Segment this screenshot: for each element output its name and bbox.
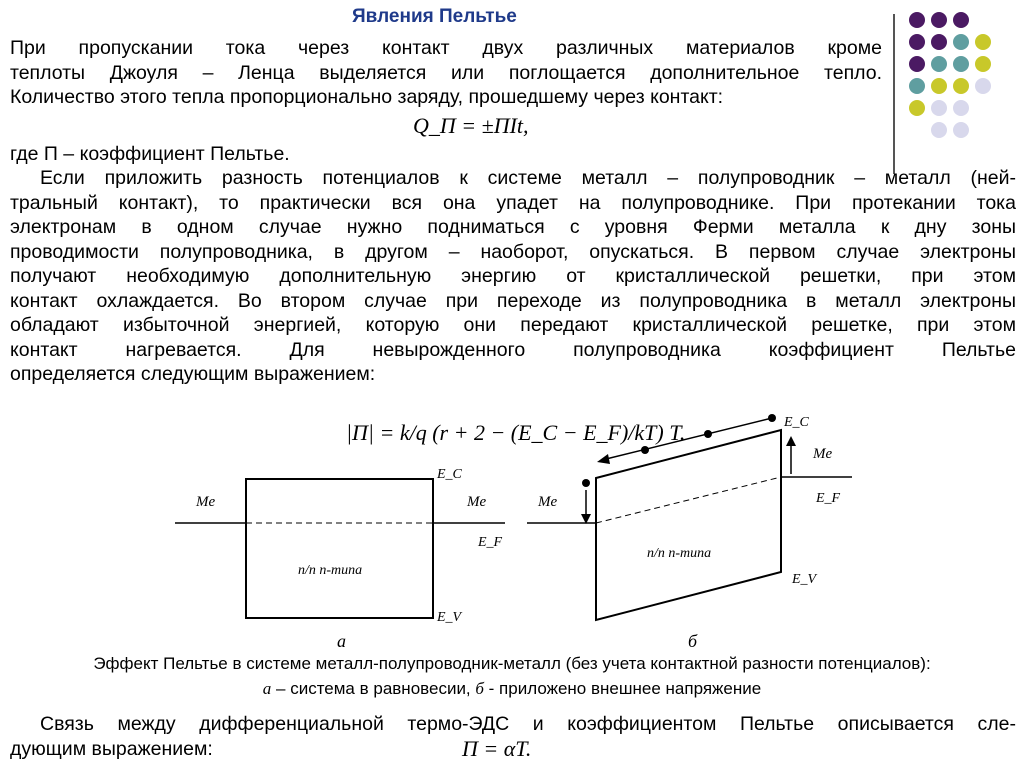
formula-heat-text: Q_П = ±ПIt, bbox=[413, 113, 529, 138]
band-diagrams bbox=[0, 400, 1024, 660]
closing-line: дующим выражением: bbox=[10, 737, 213, 760]
explanation-line: проводимости полупроводника, в другом – наоборот, опускаться. В первом случае электроны bbox=[10, 240, 1016, 263]
decorative-dot bbox=[953, 34, 969, 50]
ec-label: E_C bbox=[437, 467, 462, 482]
explanation-line: контакт нагревается. Для невырожденного полупроводника коэффициент Пельтье bbox=[10, 338, 1016, 361]
decorative-dot bbox=[975, 78, 991, 94]
figure-caption-line2 bbox=[0, 679, 1024, 699]
formula-heat bbox=[413, 113, 529, 139]
decorative-dot bbox=[931, 56, 947, 72]
decorative-dot bbox=[909, 78, 925, 94]
electron-path-arrow-head bbox=[597, 454, 610, 464]
ev-label: E_V bbox=[792, 572, 817, 587]
formula-peltier-text: |П| = k/q (r + 2 − (E_C − E_F)/kT) T. bbox=[346, 420, 686, 445]
caption-letter-b: б bbox=[475, 679, 484, 698]
me-right-label: Me bbox=[467, 494, 487, 510]
intro-line: При пропускании тока через контакт двух различных материалов кроме bbox=[10, 37, 882, 59]
explanation-line: электронам в одном случае нужно подниматься с уровня Ферми металла к дну зоны bbox=[10, 216, 1016, 238]
page-title: Явления Пельтье bbox=[352, 6, 517, 27]
decorative-dot bbox=[953, 100, 969, 116]
decorative-dot bbox=[931, 122, 947, 138]
me-left-label: Me bbox=[538, 494, 558, 510]
decorative-dot bbox=[909, 12, 925, 28]
explanation-line: обладают избыточной энергией, которую они передают кристаллической решетке, при этом bbox=[10, 314, 1016, 336]
ef-label: E_F bbox=[478, 535, 503, 550]
semiconductor-type-label: n/n n-типа bbox=[298, 563, 363, 578]
formula-thermo-emf bbox=[462, 736, 531, 762]
intro-line: Количество этого тепла пропорционально заряду, прошедшему через контакт: bbox=[10, 86, 724, 108]
diagram-b bbox=[527, 414, 852, 651]
diagram-letter-a: а bbox=[337, 631, 346, 651]
fermi-level bbox=[596, 477, 781, 523]
electron bbox=[768, 414, 776, 422]
where-text: где П – коэффициент Пельтье. bbox=[10, 143, 290, 165]
decorative-dot bbox=[953, 78, 969, 94]
where-line bbox=[10, 142, 610, 167]
caption-text: – система в равновесии, bbox=[271, 679, 476, 698]
caption-text: - приложено внешнее напряжение bbox=[483, 679, 762, 698]
decorative-dot bbox=[909, 100, 925, 116]
decorative-dot bbox=[975, 56, 991, 72]
intro-line: теплоты Джоуля – Ленца выделяется или поглощается дополнительное тепло. bbox=[10, 61, 882, 84]
explanation-line: Если приложить разность потенциалов к системе металл – полупроводник – металл (ней- bbox=[40, 167, 1016, 189]
decorative-dot bbox=[953, 122, 969, 138]
vertical-divider bbox=[893, 14, 895, 174]
up-arrow-head bbox=[786, 436, 796, 446]
caption-text: Эффект Пельтье в системе металл-полупроводник-металл (без учета контактной разности потенциалов): bbox=[93, 654, 931, 673]
decorative-dot bbox=[931, 12, 947, 28]
intro-paragraph bbox=[10, 36, 882, 110]
explanation-line: определяется следующим выражением: bbox=[10, 363, 376, 385]
decorative-dot bbox=[975, 34, 991, 50]
tilted-band bbox=[596, 430, 781, 620]
diagram-a bbox=[175, 467, 505, 651]
ef-label: E_F bbox=[816, 491, 841, 506]
explanation-line: тральный контакт), то практически вся она упадет на полупроводнике. При протекании тока bbox=[10, 191, 1016, 214]
explanation-line: получают необходимую дополнительную энергию от кристаллической решетки, при этом bbox=[10, 265, 1016, 287]
me-left-label: Me bbox=[196, 494, 216, 510]
explanation-paragraph bbox=[10, 166, 1016, 387]
me-right-label: Me bbox=[813, 446, 833, 462]
electron bbox=[582, 479, 590, 487]
formula-thermo-emf-text: П = αT. bbox=[462, 736, 532, 761]
closing-line: Связь между дифференциальной термо-ЭДС и коэффициентом Пельтье описывается сле- bbox=[40, 713, 1016, 735]
decorative-dot bbox=[953, 56, 969, 72]
decorative-dot bbox=[953, 12, 969, 28]
decorative-dot bbox=[931, 78, 947, 94]
diagram-letter-b: б bbox=[688, 631, 698, 651]
decorative-dot bbox=[909, 34, 925, 50]
ec-label: E_C bbox=[784, 415, 809, 430]
caption-letter-a: а bbox=[262, 679, 272, 698]
semiconductor-band bbox=[246, 479, 433, 618]
electron bbox=[704, 430, 712, 438]
electron bbox=[641, 446, 649, 454]
semiconductor-type-label: n/n n-типа bbox=[647, 546, 712, 561]
ev-label: E_V bbox=[437, 610, 462, 625]
decorative-dot bbox=[931, 100, 947, 116]
figure-caption-line1 bbox=[0, 654, 1024, 674]
decorative-dot bbox=[931, 34, 947, 50]
explanation-line: контакт охлаждается. Во втором случае при переходе из полупроводника в металл электроны bbox=[10, 289, 1016, 312]
decorative-dot bbox=[909, 56, 925, 72]
